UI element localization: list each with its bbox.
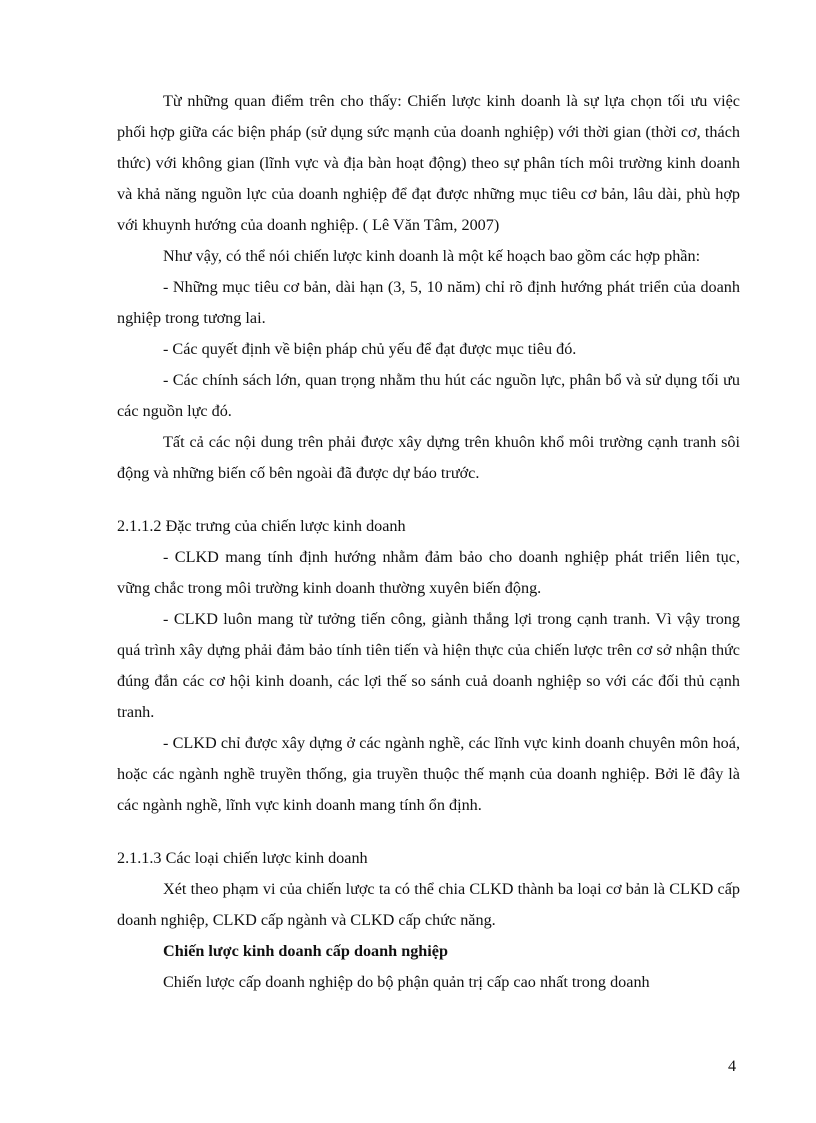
document-page bbox=[117, 86, 740, 998]
paragraph-strategy-levels: Xét theo phạm vi của chiến lược ta có thể chia CLKD thành ba loại cơ bản là CLKD cấp doanh nghiệp, CLKD cấp ngành và CLKD cấp chức năng. bbox=[117, 880, 740, 929]
subheading-corporate-strategy: Chiến lược kinh doanh cấp doanh nghiệp bbox=[163, 942, 448, 960]
list-item-specialized-fields: - CLKD chỉ được xây dựng ở các ngành nghề, các lĩnh vực kinh doanh chuyên môn hoá, hoặc các ngành nghề truyền thống, gia truyền thuộc thế mạnh của doanh nghiệp. Bởi lẽ đây là các ngành nghề, lĩnh vực kinh doanh mang tính ổn định. bbox=[117, 734, 740, 814]
list-item-offensive-mindset: - CLKD luôn mang từ tưởng tiến công, giành thắng lợi trong cạnh tranh. Vì vậy trong quá trình xây dựng phải đảm bảo tính tiên tiến và hiện thực của chiến lược trên cơ sở nhận thức đúng đắn các cơ hội kinh doanh, các lợi thế so sánh cuả doanh nghiệp so với các đối thủ cạnh tranh. bbox=[117, 610, 740, 721]
paragraph-corporate-strategy: Chiến lược cấp doanh nghiệp do bộ phận quản trị cấp cao nhất trong doanh bbox=[163, 973, 650, 991]
list-item-major-policies: - Các chính sách lớn, quan trọng nhằm thu hút các nguồn lực, phân bổ và sử dụng tối ưu các nguồn lực đó. bbox=[117, 371, 740, 420]
paragraph-strategy-definition: Từ những quan điểm trên cho thấy: Chiến lược kinh doanh là sự lựa chọn tối ưu việc phối hợp giữa các biện pháp (sử dụng sức mạnh của doanh nghiệp) với thời gian (thời cơ, thách thức) với không gian (lĩnh vực và địa bàn hoạt động) theo sự phân tích môi trường kinh doanh và khả năng nguồn lực của doanh nghiệp để đạt được những mục tiêu cơ bản, lâu dài, phù hợp với khuynh hướng của doanh nghiệp. ( Lê Văn Tâm, 2007) bbox=[117, 92, 740, 234]
paragraph-strategy-components-intro: Như vậy, có thể nói chiến lược kinh doanh là một kế hoạch bao gồm các hợp phần: bbox=[163, 247, 701, 265]
list-item-key-decisions: - Các quyết định về biện pháp chủ yếu để đạt được mục tiêu đó. bbox=[163, 340, 577, 358]
list-item-long-term-goals: - Những mục tiêu cơ bản, dài hạn (3, 5, 10 năm) chỉ rõ định hướng phát triển của doanh nghiệp trong tương lai. bbox=[117, 278, 740, 327]
paragraph-competitive-environment: Tất cả các nội dung trên phải được xây dựng trên khuôn khổ môi trường cạnh tranh sôi động và những biến cố bên ngoài đã được dự báo trước. bbox=[117, 433, 740, 482]
list-item-orientation: - CLKD mang tính định hướng nhằm đảm bảo cho doanh nghiệp phát triển liên tục, vững chắc trong môi trường kinh doanh thường xuyên biến động. bbox=[117, 548, 740, 597]
section-heading-strategy-types: 2.1.1.3 Các loại chiến lược kinh doanh bbox=[117, 849, 368, 867]
section-heading-characteristics: 2.1.1.2 Đặc trưng của chiến lược kinh doanh bbox=[117, 517, 406, 535]
page-number: 4 bbox=[728, 1057, 737, 1075]
